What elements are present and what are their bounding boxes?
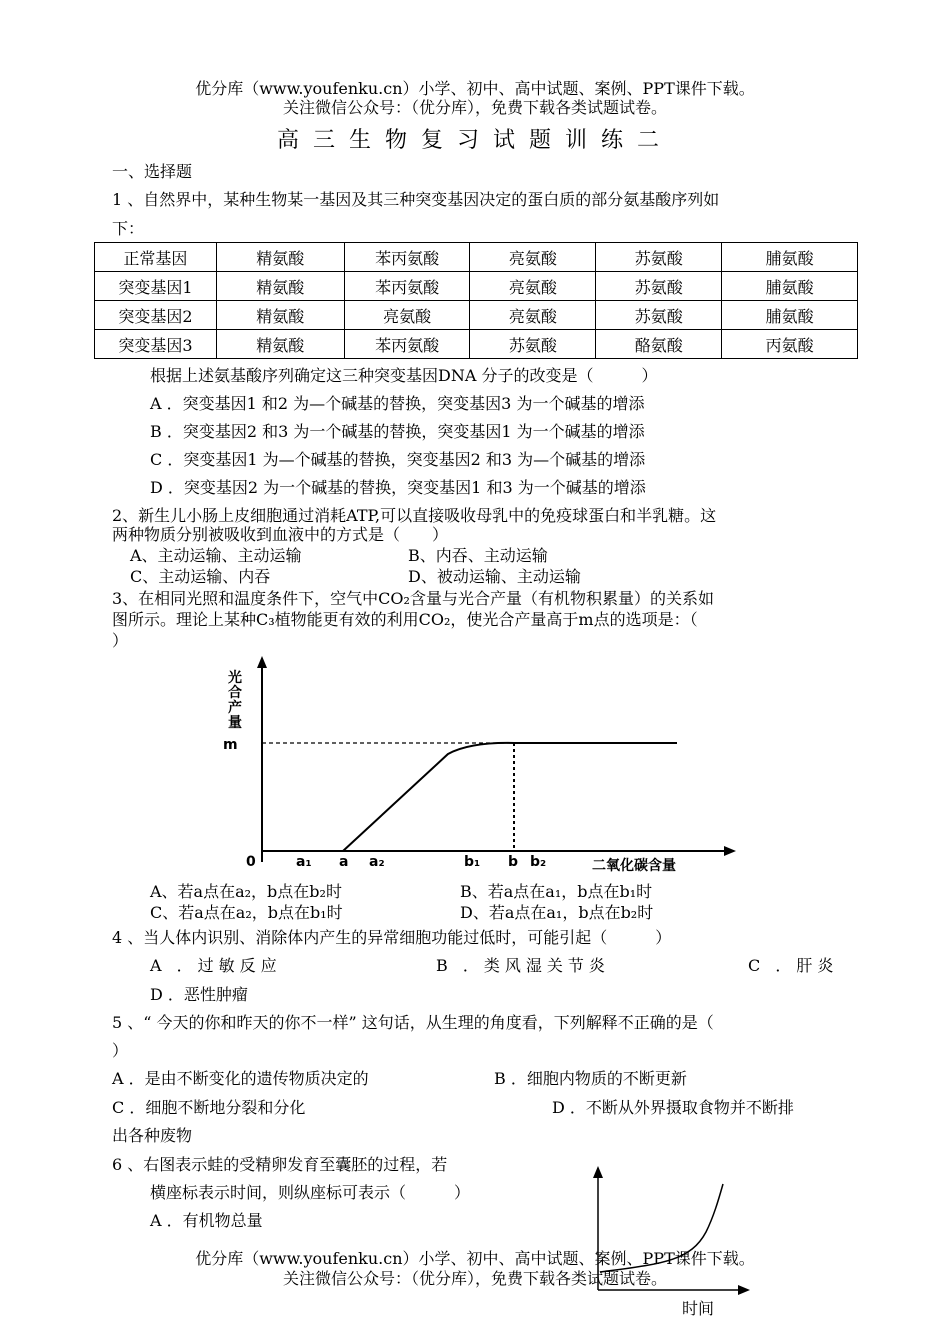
table-cell: 苏氨酸 — [596, 301, 722, 330]
table-cell: 丙氨酸 — [722, 330, 858, 359]
chart-m-label: m — [223, 737, 238, 753]
q2-stem-line-1: 2、新生儿小肠上皮细胞通过消耗ATP,可以直接吸收母乳中的免疫球蛋白和半乳糖。这 — [112, 506, 717, 525]
table-cell: 苯丙氨酸 — [344, 330, 470, 359]
q1-stem-line-2: 下： — [112, 219, 145, 238]
q2-option-d: D、被动运输、主动运输 — [408, 567, 581, 586]
q1-option-c: C ．突变基因1 为—个碱基的替换，突变基因2 和3 为—个碱基的增添 — [150, 450, 646, 469]
q1-stem-line-1: 1 、自然界中，某种生物某一基因及其三种突变基因决定的蛋白质的部分氨基酸序列如 — [112, 190, 720, 209]
chart-y-label-3: 产 — [228, 700, 242, 716]
q1-option-a: A ．突变基因1 和2 为—个碱基的替换，突变基因3 为一个碱基的增添 — [150, 394, 645, 413]
table-cell: 酪氨酸 — [596, 330, 722, 359]
q2-option-c: C、主动运输、内吞 — [130, 567, 271, 586]
q1-option-d: D ．突变基因2 为一个碱基的替换，突变基因1 和3 为一个碱基的增添 — [150, 478, 646, 497]
q5-option-d-line-1: D ．不断从外界摄取食物并不断排 — [552, 1098, 794, 1117]
header-line-1: 优分库（www.youfenku.cn）小学、初中、高中试题、案例、PPT课件下载。 — [195, 79, 755, 98]
chart-tick-a: a — [339, 854, 349, 870]
table-cell: 亮氨酸 — [344, 301, 470, 330]
table-cell: 精氨酸 — [216, 243, 344, 272]
chart-y-label-4: 量 — [228, 715, 242, 731]
table-cell: 亮氨酸 — [470, 301, 596, 330]
chart-tick-b2: b₂ — [530, 854, 547, 870]
q3-option-c: C、若a点在a₂，b点在b₁时 — [150, 903, 343, 922]
table-cell: 脯氨酸 — [722, 272, 858, 301]
q2-stem-line-2: 两种物质分别被吸收到血液中的方式是（ ） — [112, 525, 449, 544]
chart-origin-label: 0 — [246, 854, 256, 870]
footer-line-1: 优分库（www.youfenku.cn）小学、初中、高中试题、案例、PPT课件下载。 — [195, 1249, 755, 1268]
table-cell: 正常基因 — [95, 243, 217, 272]
table-cell: 亮氨酸 — [470, 272, 596, 301]
q6-stem-line-2: 横座标表示时间，则纵座标可表示（ ） — [150, 1183, 471, 1202]
q6-stem-line-1: 6 、右图表示蛙的受精卵发育至囊胚的过程，若 — [112, 1155, 448, 1174]
table-cell: 苯丙氨酸 — [344, 243, 470, 272]
chart-tick-b1: b₁ — [464, 854, 481, 870]
q4-option-a: A ．过敏反应 — [150, 956, 282, 975]
chart-tick-a1: a₁ — [296, 854, 312, 870]
table-cell: 突变基因1 — [95, 272, 217, 301]
q5-option-b: B ．细胞内物质的不断更新 — [494, 1069, 687, 1088]
chart-tick-b: b — [508, 854, 519, 870]
chart-y-label-1: 光 — [228, 670, 242, 686]
table-cell: 苏氨酸 — [596, 243, 722, 272]
section-heading: 一、选择题 — [112, 162, 193, 181]
page-title: 高三生物复习试题训练二 — [276, 128, 673, 153]
q1-option-b: B ．突变基因2 和3 为一个碱基的替换，突变基因1 为一个碱基的增添 — [150, 422, 645, 441]
q5-stem-line-2: ） — [112, 1041, 129, 1060]
table-cell: 突变基因3 — [95, 330, 217, 359]
q6-option-a: A ．有机物总量 — [150, 1211, 263, 1230]
q6-x-label: 时间 — [682, 1299, 715, 1318]
q3-stem-line-1: 3、在相同光照和温度条件下，空气中CO₂含量与光合产量（有机物积累量）的关系如 — [112, 589, 714, 608]
table-cell: 精氨酸 — [216, 330, 344, 359]
q6-y-arrow — [593, 1166, 603, 1178]
chart-x-label: 二氧化碳含量 — [592, 858, 676, 874]
table-cell: 脯氨酸 — [722, 301, 858, 330]
q4-option-c: C ．肝炎 — [748, 956, 839, 975]
q3-option-d: D、若a点在a₁，b点在b₂时 — [460, 903, 654, 922]
q2-option-b: B、内吞、主动运输 — [408, 546, 548, 565]
q4-option-d: D ．恶性肿瘤 — [150, 985, 248, 1004]
table-cell: 精氨酸 — [216, 301, 344, 330]
table-cell: 苏氨酸 — [470, 330, 596, 359]
q4-option-b: B ．类风湿关节炎 — [436, 956, 610, 975]
q5-stem-line-1: 5 、“ 今天的你和昨天的你不一样” 这句话，从生理的角度看，下列解释不正确的是（ — [112, 1013, 714, 1032]
table-cell: 苯丙氨酸 — [344, 272, 470, 301]
q3-stem-line-3: ） — [112, 631, 129, 650]
q2-option-a: A、主动运输、主动运输 — [130, 546, 302, 565]
table-cell: 突变基因2 — [95, 301, 217, 330]
q5-option-d-line-2: 出各种废物 — [112, 1126, 193, 1145]
q1-prompt: 根据上述氨基酸序列确定这三种突变基因DNA 分子的改变是（ ） — [150, 366, 658, 385]
table-cell: 苏氨酸 — [596, 272, 722, 301]
chart-tick-a2: a₂ — [369, 854, 385, 870]
q5-option-c: C ．细胞不断地分裂和分化 — [112, 1098, 306, 1117]
chart-y-label-2: 合 — [228, 685, 242, 701]
q4-stem: 4 、当人体内识别、消除体内产生的异常细胞功能过低时，可能引起（ ） — [112, 928, 672, 947]
q3-option-a: A、若a点在a₂，b点在b₂时 — [150, 882, 342, 901]
q3-option-b: B、若a点在a₁，b点在b₁时 — [460, 882, 653, 901]
table-cell: 脯氨酸 — [722, 243, 858, 272]
table-cell: 精氨酸 — [216, 272, 344, 301]
footer-line-2: 关注微信公众号：（优分库），免费下载各类试题试卷。 — [282, 1269, 667, 1288]
q3-stem-line-2: 图所示。理论上某种C₃植物能更有效的利用CO₂，使光合产量高于m点的选项是：（ — [112, 610, 698, 629]
table-cell: 亮氨酸 — [470, 243, 596, 272]
header-line-2: 关注微信公众号：（优分库），免费下载各类试题试卷。 — [282, 98, 667, 117]
q5-option-a: A ．是由不断变化的遗传物质决定的 — [112, 1069, 369, 1088]
